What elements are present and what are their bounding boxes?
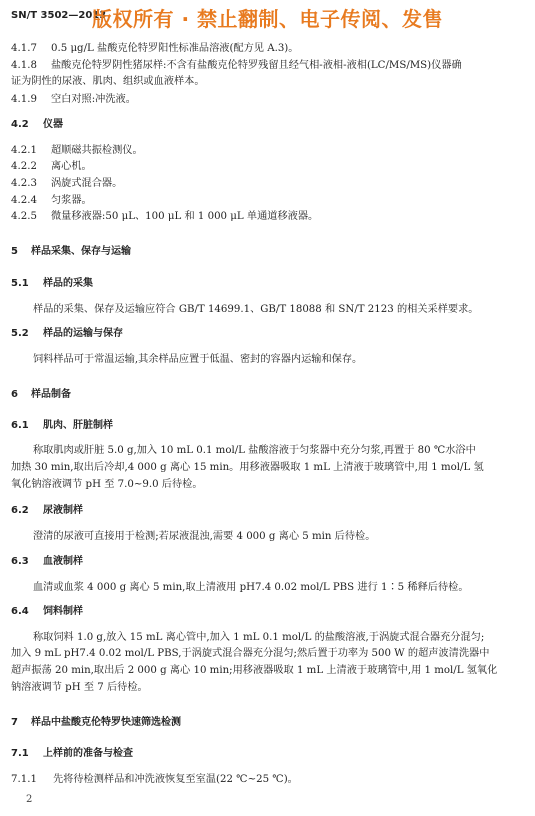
paragraph-6-4-line-3: 超声振荡 20 min,取出后 2 000 g 离心 10 min;用移液器吸取 1 mL 上清液于玻璃管中,用 1 mol/L 氢氧化: [11, 665, 498, 676]
paragraph-6-4-line-4: 钠溶液调节 pH 至 7 后待检。: [11, 682, 148, 693]
paragraph-6-4-line-1: 称取饲料 1.0 g,放入 15 mL 离心管中,加入 1 mL 0.1 mol/L 的盐酸溶液,于涡旋式混合器充分混匀;: [33, 632, 485, 643]
clause-4-1-8: 4.1.8 盐酸克伦特罗阴性猪尿样:不含有盐酸克伦特罗残留且经气相-液相-液相(LC/MS/MS)仪器确: [11, 60, 462, 71]
clause-4-2-3: 4.2.3 涡旋式混合器。: [11, 178, 123, 189]
paragraph-5-2: 饲料样品可于常温运输,其余样品应置于低温、密封的容器内运输和保存。: [33, 354, 363, 365]
paragraph-5-1: 样品的采集、保存及运输应符合 GB/T 14699.1、GB/T 18088 和 SN/T 2123 的相关采样要求。: [33, 304, 479, 315]
section-heading-5-1: 5.1 样品的采集: [11, 278, 93, 289]
clause-4-1-9: 4.1.9 空白对照:冲洗液。: [11, 94, 136, 105]
section-heading-6: 6 样品制备: [11, 389, 71, 400]
section-heading-6-3: 6.3 血液制样: [11, 556, 83, 567]
paragraph-6-1-line-2: 加热 30 min,取出后冷却,4 000 g 离心 15 min。用移液器吸取 1 mL 上清液于玻璃管中,用 1 mol/L 氢: [11, 462, 484, 473]
clause-7-1-1: 7.1.1 先将待检测样品和冲洗液恢复至室温(22 ℃~25 ℃)。: [11, 774, 298, 785]
section-heading-5: 5 样品采集、保存与运输: [11, 246, 131, 257]
section-heading-5-2: 5.2 样品的运输与保存: [11, 328, 123, 339]
section-heading-7: 7 样品中盐酸克伦特罗快速筛选检测: [11, 717, 181, 728]
section-heading-6-1: 6.1 肌肉、肝脏制样: [11, 420, 113, 431]
copyright-watermark: 版权所有 · 禁止翻制、电子传阅、发售: [92, 7, 444, 31]
paragraph-6-2: 澄清的尿液可直接用于检测;若尿液混浊,需要 4 000 g 离心 5 min 后待检。: [33, 531, 376, 542]
section-heading-4-2: 4.2 仪器: [11, 119, 63, 130]
clause-4-1-7: 4.1.7 0.5 μg/L 盐酸克伦特罗阳性标准品溶液(配方见 A.3)。: [11, 43, 299, 54]
clause-4-2-5: 4.2.5 微量移液器:50 μL、100 μL 和 1 000 μL 单通道移液器。: [11, 211, 319, 222]
clause-4-2-4: 4.2.4 匀浆器。: [11, 195, 92, 206]
paragraph-6-1-line-3: 氧化钠溶液调节 pH 至 7.0~9.0 后待检。: [11, 479, 203, 490]
clause-4-2-1: 4.2.1 超顺磁共振检测仪。: [11, 145, 143, 156]
clause-4-2-2: 4.2.2 离心机。: [11, 161, 92, 172]
section-heading-7-1: 7.1 上样前的准备与检查: [11, 748, 133, 759]
paragraph-6-1-line-1: 称取肌肉或肝脏 5.0 g,加入 10 mL 0.1 mol/L 盐酸溶液于匀浆器中充分匀浆,再置于 80 ℃水浴中: [33, 445, 476, 456]
paragraph-6-4-line-2: 加入 9 mL pH7.4 0.02 mol/L PBS,于涡旋式混合器充分混匀;然后置于功率为 500 W 的超声波清洗器中: [11, 648, 490, 659]
page-number: 2: [26, 794, 33, 805]
paragraph-6-3: 血清或血浆 4 000 g 离心 5 min,取上清液用 pH7.4 0.02 mol/L PBS 进行 1∶5 稀释后待检。: [33, 582, 469, 593]
section-heading-6-4: 6.4 饲料制样: [11, 606, 83, 617]
clause-4-1-8-continued: 证为阴性的尿液、肌肉、组织或血液样本。: [11, 76, 205, 87]
standard-code: SN/T 3502—2013: [11, 10, 107, 21]
section-heading-6-2: 6.2 尿液制样: [11, 505, 83, 516]
